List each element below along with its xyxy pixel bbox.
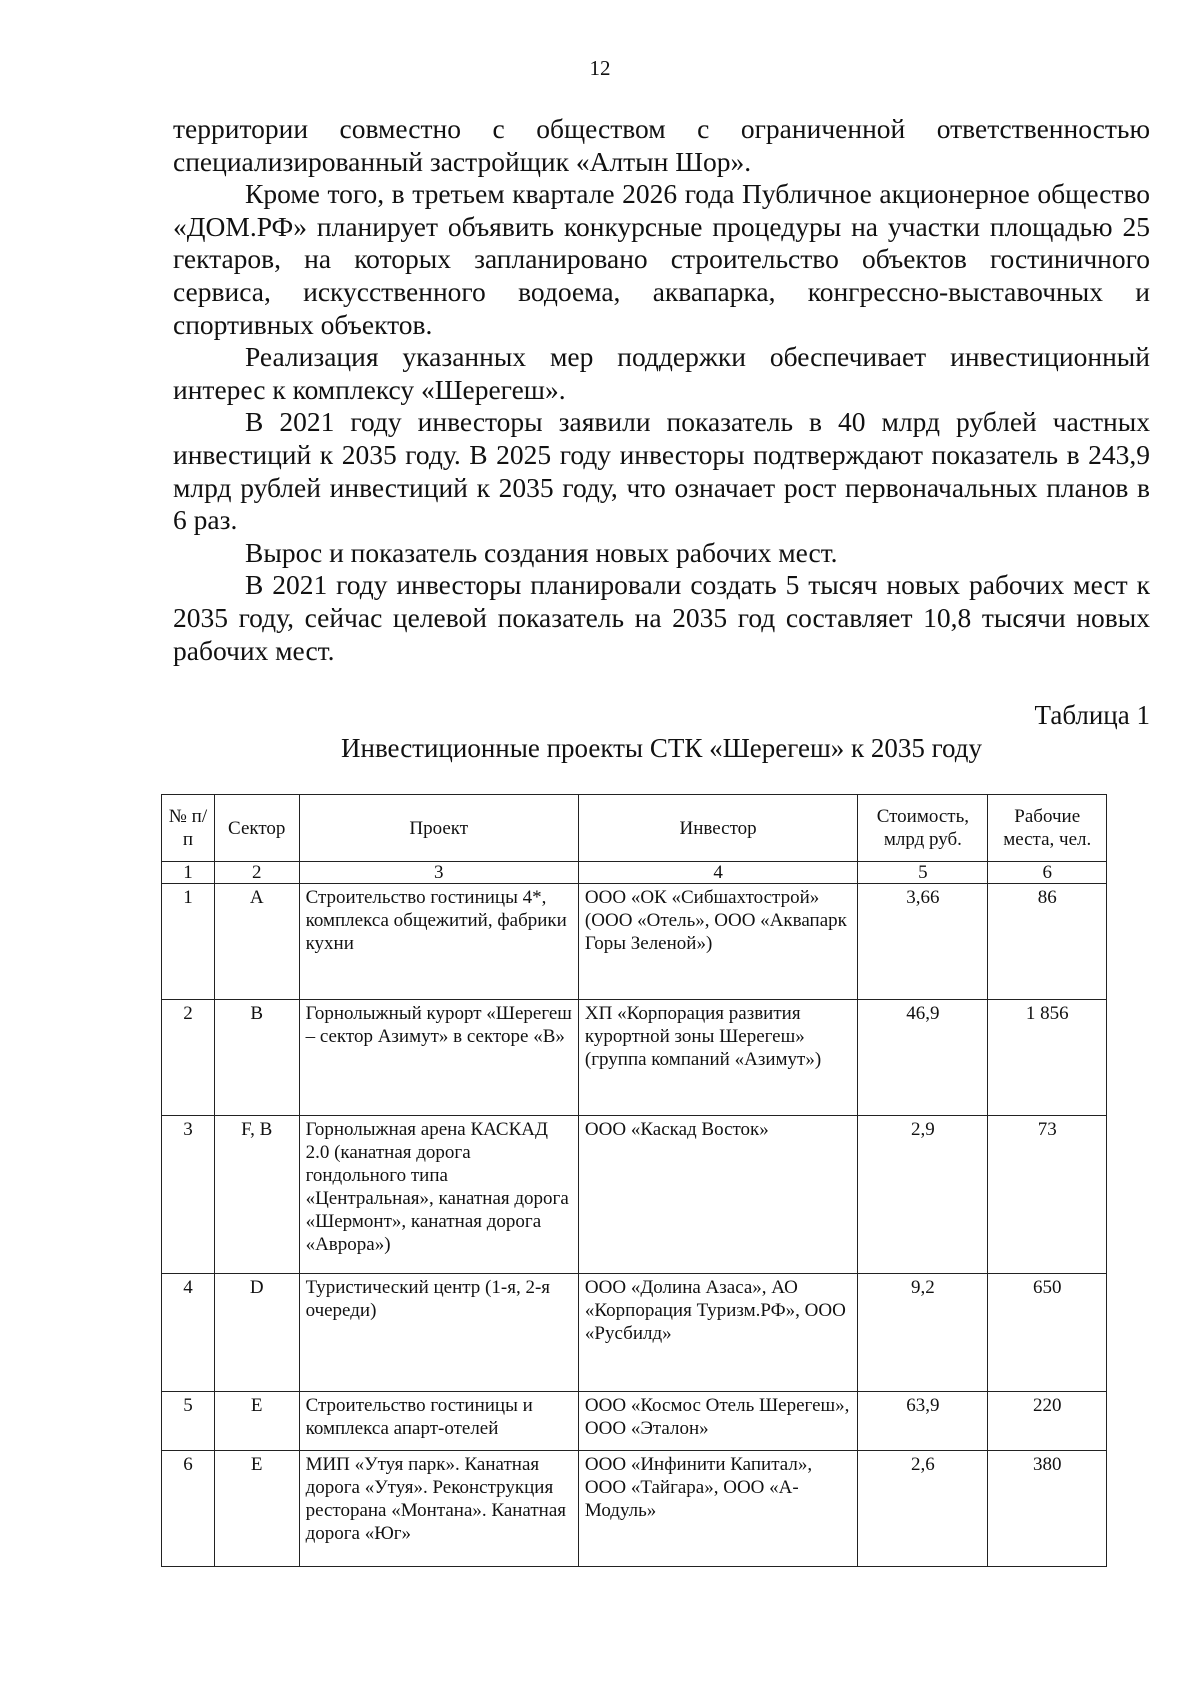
cell-sector: F, B [214,1116,299,1274]
column-number-row [162,862,1107,884]
cell-cost: 63,9 [858,1392,988,1451]
paragraph: Вырос и показатель создания новых рабочих мест. [245,536,838,568]
table-row [162,1451,1107,1567]
cell-cost: 2,9 [858,1116,988,1274]
column-number: 1 [162,862,215,884]
header-investor: Инвестор [578,795,857,862]
paragraph: Реализация указанных мер поддержки обеспечивает инвестиционный интерес к комплексу «Шерегеш». [173,341,1150,405]
cell-number: 3 [162,1116,215,1274]
table-row [162,884,1107,1000]
cell-jobs: 73 [988,1116,1107,1274]
cell-cost: 46,9 [858,1000,988,1116]
cell-jobs: 86 [988,884,1107,1000]
column-number: 2 [214,862,299,884]
header-jobs: Рабочие места, чел. [988,795,1107,862]
header-cost: Стоимость, млрд руб. [858,795,988,862]
table-title: Инвестиционные проекты СТК «Шерегеш» к 2035 году [341,733,982,763]
page-number: 12 [589,56,611,80]
cell-sector: Е [214,1451,299,1567]
cell-investor: ХП «Корпорация развития курортной зоны Шерегеш» (группа компаний «Азимут») [578,1000,857,1116]
cell-jobs: 1 856 [988,1000,1107,1116]
cell-investor: ООО «Космос Отель Шерегеш», ООО «Эталон» [578,1392,857,1451]
paragraph: Кроме того, в третьем квартале 2026 года Публичное акционерное общество «ДОМ.РФ» планирует объявить конкурсные процедуры на участки площадью 25 гектаров, на которых запланировано строительство объектов гостиничного сервиса, искусственного водоема, аквапарка, конгрессно-выставочных и спортивных объектов. [173,178,1150,340]
cell-number: 2 [162,1000,215,1116]
cell-project: Строительство гостиницы и комплекса апарт-отелей [299,1392,578,1451]
cell-investor: ООО «Каскад Восток» [578,1116,857,1274]
column-number: 5 [858,862,988,884]
cell-investor: ООО «Инфинити Капитал», ООО «Тайгара», ООО «А-Модуль» [578,1451,857,1567]
cell-number: 5 [162,1392,215,1451]
cell-investor: ООО «Долина Азаса», АО «Корпорация Туризм.РФ», ООО «Русбилд» [578,1274,857,1392]
table-row [162,1392,1107,1451]
cell-sector: В [214,1000,299,1116]
table-row [162,1274,1107,1392]
cell-cost: 2,6 [858,1451,988,1567]
cell-number: 6 [162,1451,215,1567]
cell-sector: А [214,884,299,1000]
paragraph: В 2021 году инвесторы планировали создать 5 тысяч новых рабочих мест к 2035 году, сейчас целевой показатель на 2035 год составляет 10,8 тысячи новых рабочих мест. [173,569,1150,666]
cell-jobs: 650 [988,1274,1107,1392]
cell-project: Горнолыжная арена КАСКАД 2.0 (канатная дорога гондольного типа «Центральная», канатная дорога «Шермонт», канатная дорога «Аврора») [299,1116,578,1274]
table-row [162,1000,1107,1116]
cell-investor: ООО «ОК «Сибшахтострой» (ООО «Отель», ООО «Аквапарк Горы Зеленой») [578,884,857,1000]
cell-sector: Е [214,1392,299,1451]
cell-number: 1 [162,884,215,1000]
header-sector: Сектор [214,795,299,862]
cell-jobs: 380 [988,1451,1107,1567]
cell-jobs: 220 [988,1392,1107,1451]
table-header-row [162,795,1107,862]
cell-cost: 9,2 [858,1274,988,1392]
cell-cost: 3,66 [858,884,988,1000]
cell-number: 4 [162,1274,215,1392]
cell-project: Горнолыжный курорт «Шерегеш – сектор Азимут» в секторе «В» [299,1000,578,1116]
cell-project: МИП «Утуя парк». Канатная дорога «Утуя». Реконструкция ресторана «Монтана». Канатная дорога «Юг» [299,1451,578,1567]
projects-table [161,794,1107,1567]
table-caption: Таблица 1 [1034,700,1150,730]
body-text [173,113,1150,667]
cell-sector: D [214,1274,299,1392]
header-project: Проект [299,795,578,862]
header-number: № п/п [162,795,215,862]
column-number: 3 [299,862,578,884]
cell-project: Туристический центр (1-я, 2-я очереди) [299,1274,578,1392]
paragraph: территории совместно с обществом с ограниченной ответственностью специализированный застройщик «Алтын Шор». [173,113,1150,177]
table-row [162,1116,1107,1274]
column-number: 6 [988,862,1107,884]
paragraph: В 2021 году инвесторы заявили показатель в 40 млрд рублей частных инвестиций к 2035 году. В 2025 году инвесторы подтверждают показатель в 243,9 млрд рублей инвестиций к 2035 году, что означает рост первоначальных планов в 6 раз. [173,406,1150,536]
cell-project: Строительство гостиницы 4*, комплекса общежитий, фабрики кухни [299,884,578,1000]
column-number: 4 [578,862,857,884]
